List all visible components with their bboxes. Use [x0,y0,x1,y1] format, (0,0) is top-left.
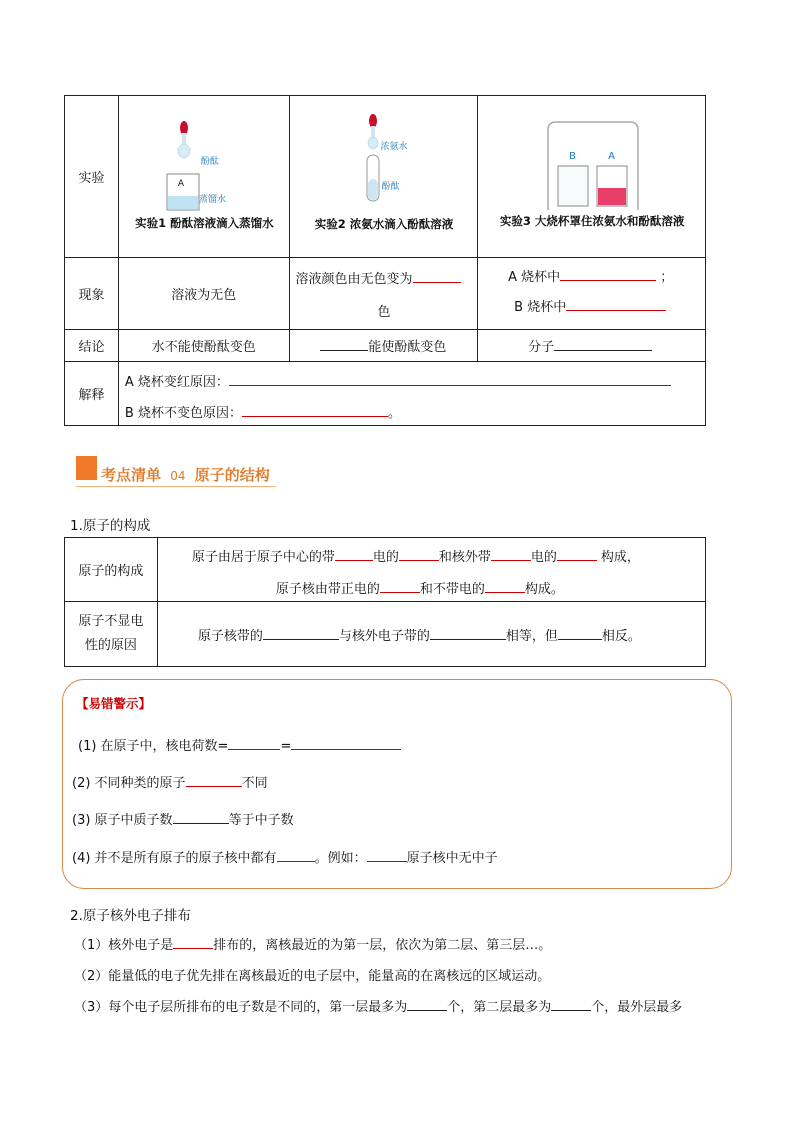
phenomenon-2 [289,258,478,330]
exp3-beaker-b: B [569,151,577,162]
blank-r2-3[interactable] [558,638,602,640]
exp2-dropper-label: 浓氨水 [380,142,408,152]
warning-title: 【易错警示】 [76,696,152,711]
exp1-illustration [119,116,290,226]
row1-text-4: 电的 [530,550,557,565]
row2-text-1: 原子核带的 [197,628,263,644]
blank-r1-3[interactable] [491,559,531,561]
exp3-caption: 实验3 大烧杯罩住浓氨水和酚酞溶液 [499,214,685,228]
blank-color[interactable] [413,281,461,283]
phenomenon-3a-text: A 烧杯中 [508,270,561,285]
warning-line-1 [78,735,401,754]
exp2-caption: 实验2 浓氨水滴入酚酞溶液 [314,217,454,231]
explain-b: B 烧杯不变色原因： [124,406,242,421]
section-number: 04 [170,469,186,483]
atom-structure-table [64,537,706,667]
blank-beaker-b[interactable] [566,309,666,311]
exp1-cell [118,96,289,258]
conclusion-1: 水不能使酚酞变色 [118,330,289,362]
neutral-reason-label-2: 性的原因 [84,638,137,653]
part2-p1-text: （1）核外电子是 [74,938,174,953]
phenomenon-3 [478,258,706,330]
warning-4-text: (4) 并不是所有原子的原子核中都有 [72,851,277,866]
blank-w3[interactable] [173,822,229,824]
section-title: 考点清单 [101,466,162,484]
phenomenon-3a-end: ； [660,270,674,285]
conclusion-3 [478,330,706,362]
neutral-reason-label-1: 原子不显电 [78,614,144,629]
phenomenon-2-text: 溶液颜色由无色变为 [295,272,413,287]
row2-text-2: 与核外电子带的 [338,628,430,644]
exp1-beaker-letter: A [177,179,185,189]
experiment-table [64,95,706,426]
exp2-tube-label: 酚酞 [381,182,400,192]
blank-explain-b[interactable] [242,415,388,417]
blank-r1b-2[interactable] [485,591,525,593]
blank-p3-1[interactable] [407,1009,447,1011]
row1-text-1: 原子由居于原子中心的带 [191,550,335,565]
part2-p1 [74,934,551,953]
blank-p3-2[interactable] [551,1009,591,1011]
neutral-reason-label [65,602,158,667]
warning-line-4 [72,847,498,866]
atom-composition-cell [157,538,705,602]
blank-w1-1[interactable] [228,748,280,750]
section-header [101,464,270,485]
part2-p3-end: 个，最外层最多 [591,1000,683,1015]
warning-3-text: (3) 原子中质子数 [72,813,173,828]
explain-cell [118,362,705,426]
explain-a: A 烧杯变红原因： [124,375,229,390]
row2-text-3: 相等，但 [505,628,558,644]
blank-explain-a[interactable] [229,384,671,386]
exp1-beaker-label: 蒸馏水 [198,195,226,205]
exp3-illustration [478,118,706,228]
warning-3-end: 等于中子数 [228,813,294,828]
blank-r2-1[interactable] [263,638,339,640]
blank-r1-4[interactable] [557,559,597,561]
row1b-text-3: 构成。 [524,582,564,597]
part2-p1-end: 排布的，离核最近的为第一层，依次为第二层、第三层…。 [213,938,552,953]
warning-line-2 [72,772,268,791]
exp1-dropper-label: 酚酞 [200,157,219,167]
atom-composition-label: 原子的构成 [65,538,158,602]
exp2-cell [289,96,478,258]
row1b-text-2: 和不带电的 [419,582,485,597]
conclusion-3-text: 分子 [528,340,555,355]
part2-p3 [74,996,682,1015]
section-subtitle: 原子的结构 [194,466,270,484]
warning-4-mid: 。例如： [314,851,367,866]
conclusion-2-text: 能使酚酞变色 [368,340,447,355]
part1-heading: 1.原子的构成 [70,518,151,534]
row-label-conclusion: 结论 [65,330,119,362]
part2-p2: （2）能量低的电子优先排在离核最近的电子层中，能量高的在离核远的区域运动。 [74,969,551,984]
blank-w1-2[interactable] [291,748,401,750]
phenomenon-1: 溶液为无色 [118,258,289,330]
blank-beaker-a[interactable] [560,279,656,281]
blank-w4-1[interactable] [277,860,315,862]
blank-r1b-1[interactable] [380,591,420,593]
row-label-explain: 解释 [65,362,119,426]
blank-w2[interactable] [186,785,242,787]
row1b-text-1: 原子核由带正电的 [275,582,380,597]
section-marker [76,456,97,480]
warning-1-text: (1) 在原子中，核电荷数= [78,739,229,754]
warning-1-eq: = [280,739,292,754]
exp3-beaker-a: A [608,151,615,162]
blank-w4-2[interactable] [367,860,407,862]
part2-p3-text: （3）每个电子层所排布的电子数是不同的，第一层最多为 [74,1000,408,1015]
row1-text-5: 构成， [600,550,640,565]
neutral-reason-cell [157,602,705,667]
row1-text-2: 电的 [372,550,399,565]
blank-r1-2[interactable] [399,559,439,561]
blank-r2-2[interactable] [430,638,506,640]
section-underline [76,486,276,487]
exp1-caption: 实验1 酚酞溶液滴入蒸馏水 [135,216,274,230]
blank-r1-1[interactable] [335,559,373,561]
blank-conclusion-2[interactable] [320,349,368,351]
phenomenon-3b-text: B 烧杯中 [514,300,567,315]
exp3-cell [478,96,706,258]
phenomenon-2-suffix: 色 [377,305,391,320]
row1-text-3: 和核外带 [438,550,491,565]
warning-2-text: (2) 不同种类的原子 [72,776,186,791]
warning-line-3 [72,809,294,828]
blank-conclusion-3[interactable] [554,349,652,351]
row2-text-4: 相反。 [601,628,641,644]
warning-4-end: 原子核中无中子 [406,851,498,866]
exp2-illustration [290,111,479,221]
part2-heading: 2.原子核外电子排布 [70,908,191,924]
blank-p1[interactable] [173,947,213,949]
warning-2-end: 不同 [241,776,268,791]
conclusion-2 [289,330,478,362]
part2-p3-mid: 个，第二层最多为 [447,1000,552,1015]
explain-b-end: 。 [387,406,401,421]
row-label-phenomenon: 现象 [65,258,119,330]
row-label-experiment: 实验 [65,96,119,258]
